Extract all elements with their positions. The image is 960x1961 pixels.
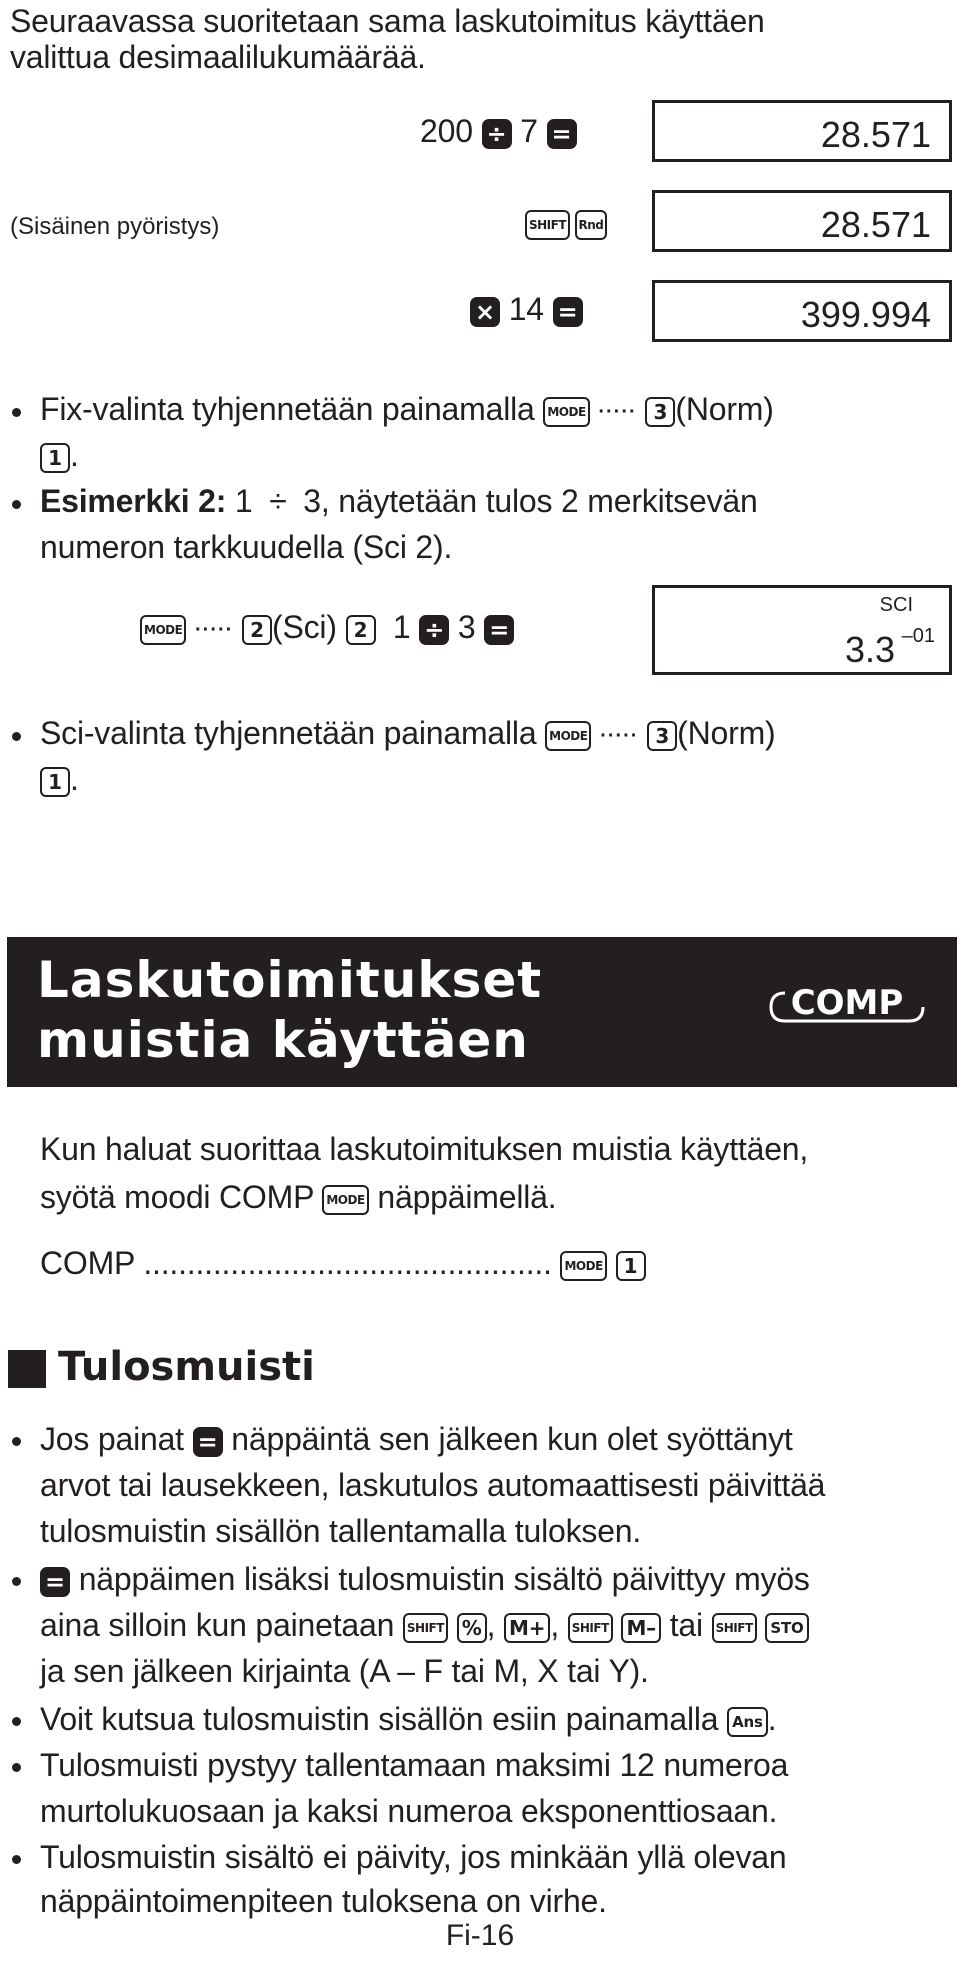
- b5-line-1: Tulosmuistin sisältö ei päivity, jos minkään yllä olevan: [40, 1839, 787, 1875]
- comp-mode-dots: COMP ...............................................: [40, 1245, 552, 1281]
- display-2-value: 28.571: [820, 204, 931, 245]
- shift-key[interactable]: SHIFT: [712, 1613, 757, 1643]
- banner-title-line-1: Laskutoimitukset: [37, 951, 543, 1009]
- example2-label: Esimerkki 2:: [40, 483, 227, 519]
- page-number: Fi-16: [445, 1919, 515, 1952]
- dots: ·····: [600, 724, 639, 747]
- mode-key[interactable]: MODE: [560, 1251, 606, 1281]
- one-key[interactable]: 1: [40, 443, 70, 473]
- fix-clear-line-2: 1 .: [40, 436, 79, 474]
- dots: ·····: [598, 400, 637, 423]
- b5-line-2: näppäintoimenpiteen tuloksena on virhe.: [40, 1883, 607, 1919]
- two-key[interactable]: 2: [242, 615, 272, 645]
- example2-line-2: numeron tarkkuudella (Sci 2).: [40, 529, 453, 565]
- example1-row2-keys: [525, 210, 607, 240]
- sci-indicator: SCI: [879, 594, 913, 616]
- equals-key[interactable]: =: [193, 1427, 223, 1457]
- three-key[interactable]: 3: [647, 721, 677, 751]
- sto-key[interactable]: STO: [765, 1613, 808, 1643]
- obelus: ÷: [269, 483, 287, 519]
- b4-line-2: murtolukuosaan ja kaksi numeroa eksponenttiosaan.: [40, 1793, 778, 1829]
- rnd-key[interactable]: Rnd: [575, 210, 608, 240]
- shift-key[interactable]: SHIFT: [525, 210, 570, 240]
- operand-200: 200: [420, 113, 473, 149]
- operand-14: 14: [508, 291, 544, 327]
- norm-label: (Norm): [677, 715, 776, 751]
- banner-title-line-2: muistia käyttäen: [37, 1011, 529, 1069]
- comp-mode-tag: [767, 977, 927, 1033]
- b2-line-3: ja sen jälkeen kirjainta (A – F tai M, X tai Y).: [40, 1653, 649, 1689]
- b1-line-1: Jos painat = näppäintä sen jälkeen kun olet syöttänyt: [40, 1421, 793, 1457]
- mode-key[interactable]: MODE: [140, 615, 186, 645]
- dots: ·····: [195, 618, 234, 641]
- bullet: [12, 1437, 21, 1446]
- equals-key[interactable]: =: [547, 119, 577, 149]
- b2-line-1: = näppäimen lisäksi tulosmuistin sisältö päivittyy myös: [40, 1560, 810, 1598]
- example2-keys: MODE ····· 2 (Sci) 2 1 ÷ 3 =: [140, 608, 514, 649]
- fix-clear-line-1: [40, 390, 774, 431]
- b4-line-1: Tulosmuisti pystyy tallentamaan maksimi 12 numeroa: [40, 1747, 789, 1783]
- example2-line-1: Esimerkki 2: 1 ÷ 3, näytetään tulos 2 merkitsevän: [40, 483, 758, 519]
- bullet: [12, 1717, 21, 1726]
- shift-key[interactable]: SHIFT: [568, 1613, 613, 1643]
- b3-line-1: Voit kutsua tulosmuistin sisällön esiin painamalla Ans .: [40, 1701, 777, 1737]
- display-4-mantissa: 3.3: [844, 629, 895, 670]
- divide-key[interactable]: ÷: [419, 615, 449, 645]
- sci-clear-line-1: [40, 714, 776, 755]
- bullet: [12, 500, 21, 509]
- intro-line-2: valittua desimaalilukumäärää.: [10, 39, 426, 75]
- mode-key[interactable]: MODE: [322, 1185, 368, 1215]
- display-4: [652, 585, 952, 675]
- heading-square-icon: [8, 1350, 46, 1388]
- display-3: [652, 280, 952, 342]
- display-3-value: 399.994: [800, 294, 931, 335]
- divide-key[interactable]: ÷: [482, 119, 512, 149]
- one-key[interactable]: 1: [616, 1251, 646, 1281]
- three-key[interactable]: 3: [645, 397, 675, 427]
- intro-line-1: Seuraavassa suoritetaan sama laskutoimitus käyttäen: [10, 3, 765, 39]
- comp-mode-line: [40, 1244, 646, 1282]
- multiply-key[interactable]: ×: [470, 297, 500, 327]
- percent-key[interactable]: %: [457, 1613, 487, 1643]
- b2-line-2: aina silloin kun painetaan SHIFT % , M+ , SHIFT M– tai SHIFT STO: [40, 1606, 809, 1644]
- m-plus-key[interactable]: M+: [504, 1613, 550, 1643]
- display-1: [652, 100, 952, 162]
- fix-clear-text: Fix-valinta tyhjennetään painamalla: [40, 391, 535, 427]
- display-2: [652, 190, 952, 252]
- bullet: [12, 1577, 21, 1586]
- shift-key[interactable]: SHIFT: [403, 1613, 448, 1643]
- display-1-value: 28.571: [820, 114, 931, 155]
- bullet: [12, 1855, 21, 1864]
- internal-rounding-label: (Sisäinen pyöristys): [10, 213, 220, 240]
- comp-tag-label: COMP: [790, 983, 904, 1023]
- ans-key[interactable]: Ans: [727, 1707, 768, 1737]
- section-title: Tulosmuisti: [58, 1344, 315, 1390]
- one-key[interactable]: 1: [40, 767, 70, 797]
- bullet: [12, 732, 21, 741]
- mode-key[interactable]: MODE: [543, 397, 589, 427]
- sci-clear-line-2: 1 .: [40, 760, 79, 798]
- bullet: [12, 1763, 21, 1772]
- operand-7: 7: [520, 113, 538, 149]
- display-4-exponent: –01: [901, 625, 935, 647]
- sci-clear-text: Sci-valinta tyhjennetään painamalla: [40, 715, 537, 751]
- mode-key[interactable]: MODE: [545, 721, 591, 751]
- comp-intro-line-1: Kun haluat suorittaa laskutoimituksen muistia käyttäen,: [40, 1131, 809, 1167]
- two-key[interactable]: 2: [346, 615, 376, 645]
- b1-line-3: tulosmuistin sisällön tallentamalla tuloksen.: [40, 1513, 642, 1549]
- bullet: [12, 408, 21, 417]
- equals-key[interactable]: =: [553, 297, 583, 327]
- example1-row1: [420, 112, 577, 150]
- example1-row3: [470, 290, 583, 328]
- equals-key[interactable]: =: [40, 1567, 70, 1597]
- section-banner: [7, 937, 957, 1087]
- sci-label: (Sci): [272, 609, 337, 645]
- equals-key[interactable]: =: [484, 615, 514, 645]
- norm-label: (Norm): [675, 391, 774, 427]
- m-minus-key[interactable]: M–: [621, 1613, 661, 1643]
- comp-intro-line-2: syötä moodi COMP MODE näppäimellä.: [40, 1179, 557, 1215]
- b1-line-2: arvot tai lausekkeen, laskutulos automaattisesti päivittää: [40, 1467, 826, 1503]
